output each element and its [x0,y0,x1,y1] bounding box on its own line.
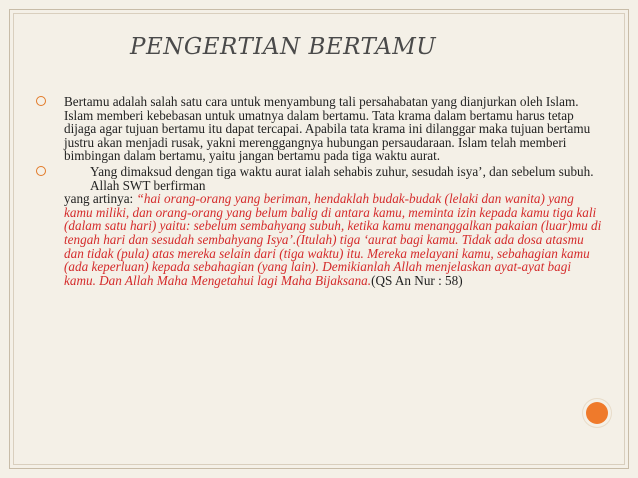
slide-title: PENGERTIAN BERTAMU [130,34,437,60]
bullet-item-definition [36,95,604,163]
ring-bullet-icon [36,166,46,176]
bullet-text-definition: Bertamu adalah salah satu cara untuk menyambung tali persahabatan yang dianjurkan oleh Islam. Islam memberi kebebasan untuk umatnya dalam bertamu. Tata krama dalam bertamu harus tetap dijaga agar tujuan bertamu itu dapat tercapai. Apabila tata krama ini dilanggar maka tujuan bertamu justru akan menjadi rusak, yakni merenggangnya hubungan persaudaraan. Islam telah memberi bimbingan dalam bertamu, yaitu jangan bertamu pada tiga waktu aurat. [64,94,591,164]
bullet-text-intro: Yang dimaksud dengan tiga waktu aurat ialah sehabis zuhur, sesudah isya’, dan sebelum subuh. Allah SWT berfirman [90,163,594,193]
bullet-item-times [36,165,604,287]
slide-content [36,95,604,287]
bullet-text-verse [64,192,604,287]
verse-quote: “hai orang-orang yang beriman, hendaklah budak-budak (lelaki dan wanita) yang kamu miliki, dan orang-orang yang belum balig di antara kamu, meminta izin kepada kamu tiga kali (dalam satu hari) yaitu: sebelum sembahyang subuh, ketika kamu menanggalkan pakaian (luar)mu di tengah hari dan sesudah sembahyang Isya’.(Itulah) tiga ‘aurat bagi kamu. Tidak ada dosa atasmu dan tidak (pula) atas mereka selain dari (tiga waktu) itu. Mereka melayani kamu, sebahagian kamu (ada keperluan) kepada sebahagian (yang lain). Demikianlah Allah menjelaskan ayat-ayat bagi kamu. Dan Allah Maha Mengetahui lagi Maha Bijaksana. [64,191,602,288]
ring-bullet-icon [36,96,46,106]
verse-citation: (QS An Nur : 58) [371,272,463,288]
verse-lead: yang artinya: [64,191,137,207]
orange-circle-icon [586,402,608,424]
